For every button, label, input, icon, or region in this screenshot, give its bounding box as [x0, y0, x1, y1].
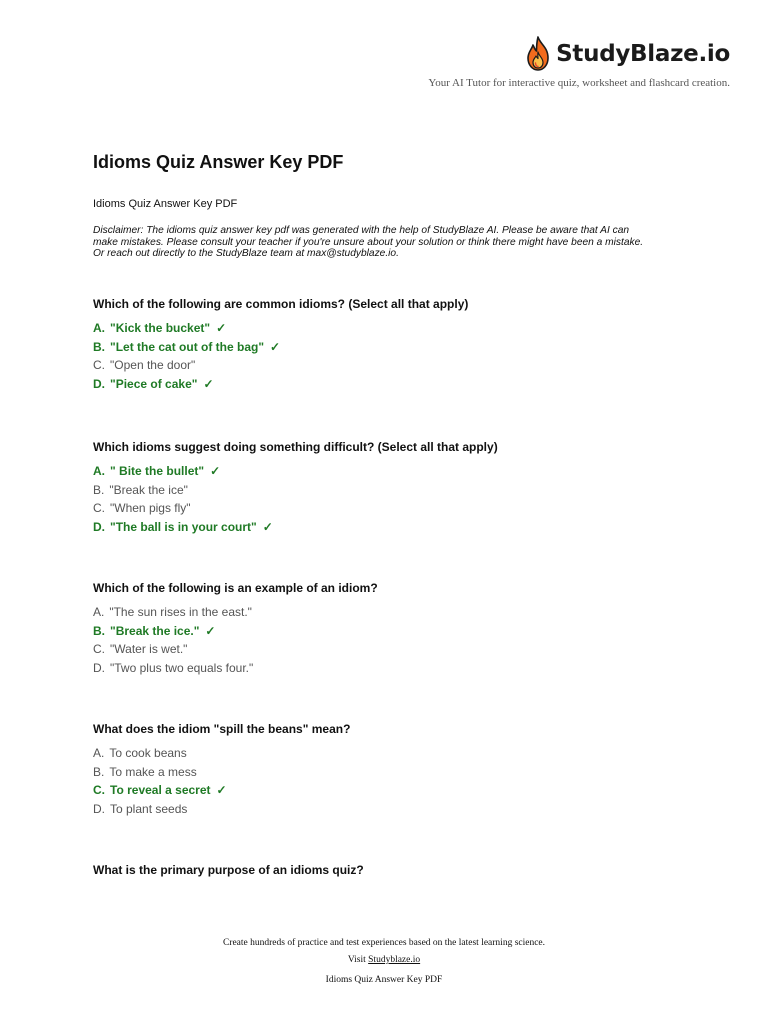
- answer-option: [93, 800, 693, 819]
- option-letter: B.: [93, 482, 105, 497]
- option-letter: D.: [93, 520, 105, 535]
- question-1: [93, 297, 693, 394]
- answer-option: [93, 781, 693, 800]
- flame-icon: [524, 36, 552, 72]
- option-letter: A.: [93, 605, 105, 619]
- answer-option: [93, 763, 693, 782]
- page-title: Idioms Quiz Answer Key PDF: [93, 152, 344, 172]
- tagline: Your AI Tutor for interactive quiz, worksheet and flashcard creation.: [428, 77, 730, 89]
- disclaimer-line: Disclaimer: The idioms quiz answer key pdf was generated with the help of StudyBlaze AI. Please be aware that AI can: [93, 225, 630, 236]
- document-subtitle: Idioms Quiz Answer Key PDF: [93, 198, 238, 210]
- option-text: "Let the cat out of the bag": [110, 339, 265, 354]
- option-text: To cook beans: [109, 746, 187, 760]
- answer-option: [93, 481, 693, 500]
- footer-visit: [0, 955, 768, 965]
- brand-name: StudyBlaze.io: [556, 41, 730, 67]
- question-text: What does the idiom "spill the beans" mean?: [93, 722, 351, 736]
- answer-option: [93, 462, 693, 481]
- footer-promo: Create hundreds of practice and test experiences based on the latest learning science.: [222, 938, 546, 948]
- question-3: [93, 581, 693, 678]
- option-letter: D.: [93, 802, 105, 817]
- question-text: Which idioms suggest doing something difficult? (Select all that apply): [93, 440, 498, 454]
- answer-option: [93, 319, 693, 338]
- footer-page-title: Idioms Quiz Answer Key PDF: [325, 975, 443, 985]
- answer-option: [93, 356, 693, 375]
- answer-option: [93, 338, 693, 357]
- answer-option: [93, 603, 693, 622]
- option-text: "Open the door": [110, 358, 196, 373]
- answer-options: [93, 744, 693, 819]
- option-text: To plant seeds: [110, 802, 188, 817]
- question-text: What is the primary purpose of an idioms quiz?: [93, 863, 364, 877]
- answer-option: [93, 375, 693, 394]
- question-2: [93, 440, 693, 537]
- option-letter: A.: [93, 746, 105, 760]
- option-text: "Two plus two equals four.": [110, 661, 254, 676]
- option-text: "When pigs fly": [110, 501, 191, 516]
- check-icon: ✓: [205, 623, 216, 638]
- check-icon: ✓: [270, 339, 281, 354]
- check-icon: ✓: [210, 464, 221, 478]
- option-text: "The sun rises in the east.": [109, 605, 252, 619]
- option-text: "Break the ice.": [110, 623, 200, 638]
- option-text: "Kick the bucket": [110, 321, 211, 335]
- check-icon: ✓: [203, 377, 214, 392]
- option-letter: C.: [93, 642, 105, 657]
- disclaimer: [93, 225, 703, 260]
- option-letter: D.: [93, 661, 105, 676]
- option-letter: B.: [93, 764, 105, 779]
- answer-options: [93, 319, 693, 394]
- option-letter: C.: [93, 501, 105, 516]
- option-letter: A.: [93, 464, 105, 478]
- option-text: "Break the ice": [109, 482, 188, 497]
- answer-option: [93, 518, 693, 537]
- option-letter: C.: [93, 783, 105, 798]
- option-text: " Bite the bullet": [110, 464, 205, 478]
- answer-option: [93, 659, 693, 678]
- option-text: To make a mess: [109, 764, 197, 779]
- check-icon: ✓: [216, 321, 227, 335]
- answer-option: [93, 499, 693, 518]
- check-icon: ✓: [216, 783, 227, 798]
- option-text: "Water is wet.": [110, 642, 188, 657]
- brand-logo: [524, 36, 730, 72]
- footer-visit-prefix: Visit: [347, 955, 369, 965]
- answer-options: [93, 603, 693, 678]
- option-text: "Piece of cake": [110, 377, 198, 392]
- option-text: "The ball is in your court": [110, 520, 257, 535]
- disclaimer-line: make mistakes. Please consult your teacher if you're unsure about your solution or think there might have been a mistake.: [93, 236, 644, 248]
- option-letter: B.: [93, 339, 105, 354]
- answer-option: [93, 640, 693, 659]
- check-icon: ✓: [262, 520, 273, 535]
- studyblaze-link[interactable]: Studyblaze.io: [368, 955, 421, 965]
- question-text: Which of the following are common idioms? (Select all that apply): [93, 297, 469, 311]
- answer-option: [93, 744, 693, 763]
- option-letter: A.: [93, 321, 105, 335]
- answer-options: [93, 462, 693, 537]
- question-5: [93, 863, 693, 885]
- question-4: [93, 722, 693, 819]
- option-letter: B.: [93, 623, 105, 638]
- answer-option: [93, 622, 693, 641]
- question-text: Which of the following is an example of an idiom?: [93, 581, 378, 595]
- option-text: To reveal a secret: [110, 783, 211, 798]
- option-letter: C.: [93, 358, 105, 373]
- option-letter: D.: [93, 377, 105, 392]
- disclaimer-line: Or reach out directly to the StudyBlaze team at max@studyblaze.io.: [93, 248, 399, 259]
